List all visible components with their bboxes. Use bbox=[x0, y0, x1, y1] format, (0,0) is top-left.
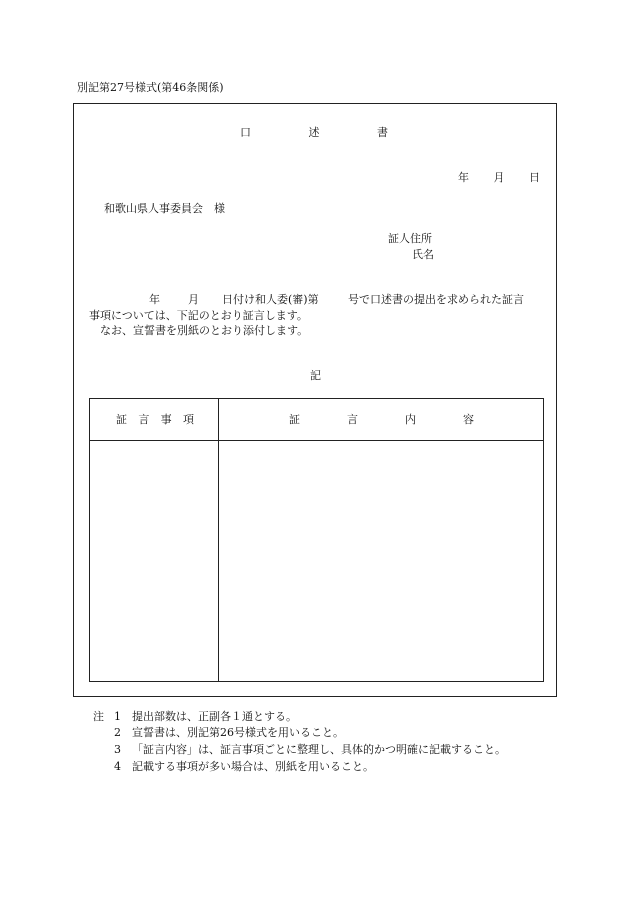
year-label: 年 bbox=[458, 171, 469, 184]
note-number: 2 bbox=[114, 726, 121, 739]
note-text: 宣誓書は、別記第26号様式を用いること。 bbox=[132, 726, 344, 739]
note-number: 4 bbox=[114, 760, 121, 773]
note-text: 「証言内容」は、証言事項ごとに整理し、具体的かつ明確に記載すること。 bbox=[132, 743, 506, 756]
witness-name-label: 氏名 bbox=[412, 248, 434, 261]
testimony-content-cell[interactable] bbox=[219, 441, 543, 681]
note-text: 提出部数は、正副各１通とする。 bbox=[132, 710, 297, 723]
note-item bbox=[114, 727, 344, 738]
header-char: 項 bbox=[182, 413, 194, 426]
header-char: 内 bbox=[405, 413, 416, 426]
body-reference: 日付け和人委(審)第 bbox=[222, 293, 319, 306]
header-char: 言 bbox=[138, 413, 150, 426]
body-request: 号で口述書の提出を求められた証言 bbox=[348, 293, 524, 306]
note-item bbox=[114, 711, 297, 722]
body-month: 月 bbox=[188, 293, 199, 306]
title-char: 口 bbox=[240, 126, 251, 139]
document-title bbox=[240, 127, 388, 138]
notes-label: 注 bbox=[93, 710, 104, 723]
addressee: 和歌山県人事委員会 様 bbox=[104, 202, 225, 215]
header-char: 容 bbox=[463, 413, 474, 426]
testimony-table bbox=[89, 398, 544, 682]
header-testimony-content bbox=[289, 414, 474, 425]
header-char: 証 bbox=[116, 413, 127, 426]
testimony-items-cell[interactable] bbox=[90, 441, 218, 681]
day-label: 日 bbox=[529, 171, 540, 184]
ki-heading: 記 bbox=[310, 369, 321, 382]
note-item bbox=[114, 761, 374, 772]
header-char: 事 bbox=[160, 413, 172, 426]
form-number-header: 別記第27号様式(第46条関係) bbox=[77, 81, 224, 94]
body-year: 年 bbox=[149, 293, 160, 306]
note-item bbox=[114, 744, 506, 755]
header-testimony-items bbox=[116, 414, 194, 425]
title-char: 述 bbox=[308, 126, 320, 139]
witness-address-label: 証人住所 bbox=[388, 232, 432, 245]
note-number: 1 bbox=[114, 710, 121, 723]
header-char: 証 bbox=[289, 413, 300, 426]
title-char: 書 bbox=[377, 126, 388, 139]
note-number: 3 bbox=[114, 743, 121, 756]
note-text: 記載する事項が多い場合は、別紙を用いること。 bbox=[132, 760, 374, 773]
header-char: 言 bbox=[347, 413, 358, 426]
date-line bbox=[458, 172, 540, 183]
body-line-2: 事項については、下記のとおり証言します。 bbox=[89, 309, 308, 322]
body-line-3: なお、宣誓書を別紙のとおり添付します。 bbox=[100, 324, 309, 337]
month-label: 月 bbox=[493, 171, 505, 184]
